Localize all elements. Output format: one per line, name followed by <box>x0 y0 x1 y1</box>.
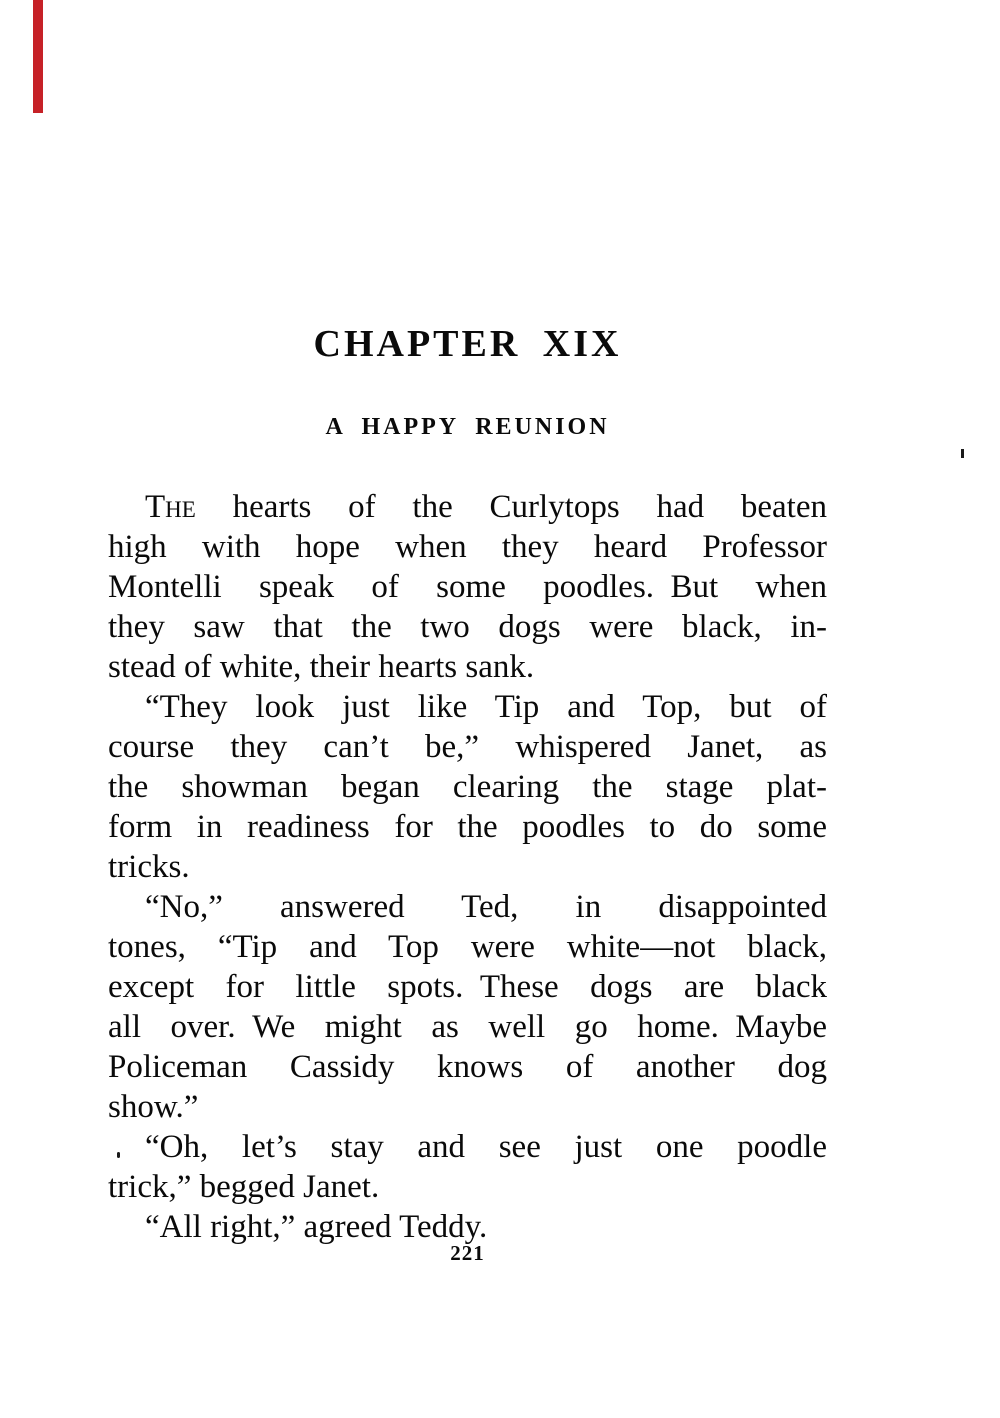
text-line: course they can’t be,” whispered Janet, as <box>108 729 827 765</box>
text-line: high with hope when they heard Professor <box>108 529 827 565</box>
text-line: trick,” begged Janet. <box>108 1169 380 1205</box>
text-line: the showman began clearing the stage plat- <box>108 769 827 805</box>
paragraph <box>108 687 827 887</box>
paragraph <box>108 887 827 1127</box>
text-line: “No,” answered Ted, in disappointed <box>145 889 827 925</box>
body-text <box>108 487 827 1247</box>
lead-word-small-caps: The <box>145 489 196 525</box>
paragraph <box>108 487 827 687</box>
text-line: show.” <box>108 1089 199 1125</box>
text-line: The hearts of the Curlytops had beaten <box>145 489 827 525</box>
chapter-subtitle: A HAPPY REUNION <box>325 414 610 440</box>
text-line: all over. We might as well go home. Maybe <box>108 1009 827 1045</box>
ink-speck <box>117 1152 120 1158</box>
paragraph <box>108 1127 827 1207</box>
text-line: Montelli speak of some poodles. But when <box>108 569 827 605</box>
text-line: form in readiness for the poodles to do some <box>108 809 827 845</box>
red-edge-mark <box>33 0 43 113</box>
text-line: tones, “Tip and Top were white—not black, <box>108 929 827 965</box>
text-line: “They look just like Tip and Top, but of <box>145 689 827 725</box>
text-line: “All right,” agreed Teddy. <box>145 1209 488 1245</box>
text-line: tricks. <box>108 849 190 885</box>
text-line: “Oh, let’s stay and see just one poodle <box>145 1129 827 1165</box>
page-number: 221 <box>450 1241 485 1265</box>
ink-speck <box>961 449 964 458</box>
text-line: Policeman Cassidy knows of another dog <box>108 1049 827 1085</box>
chapter-heading: CHAPTER XIX <box>313 323 622 365</box>
text-line: except for little spots. These dogs are black <box>108 969 827 1005</box>
text-line: stead of white, their hearts sank. <box>108 649 535 685</box>
text-line: they saw that the two dogs were black, in- <box>108 609 827 645</box>
